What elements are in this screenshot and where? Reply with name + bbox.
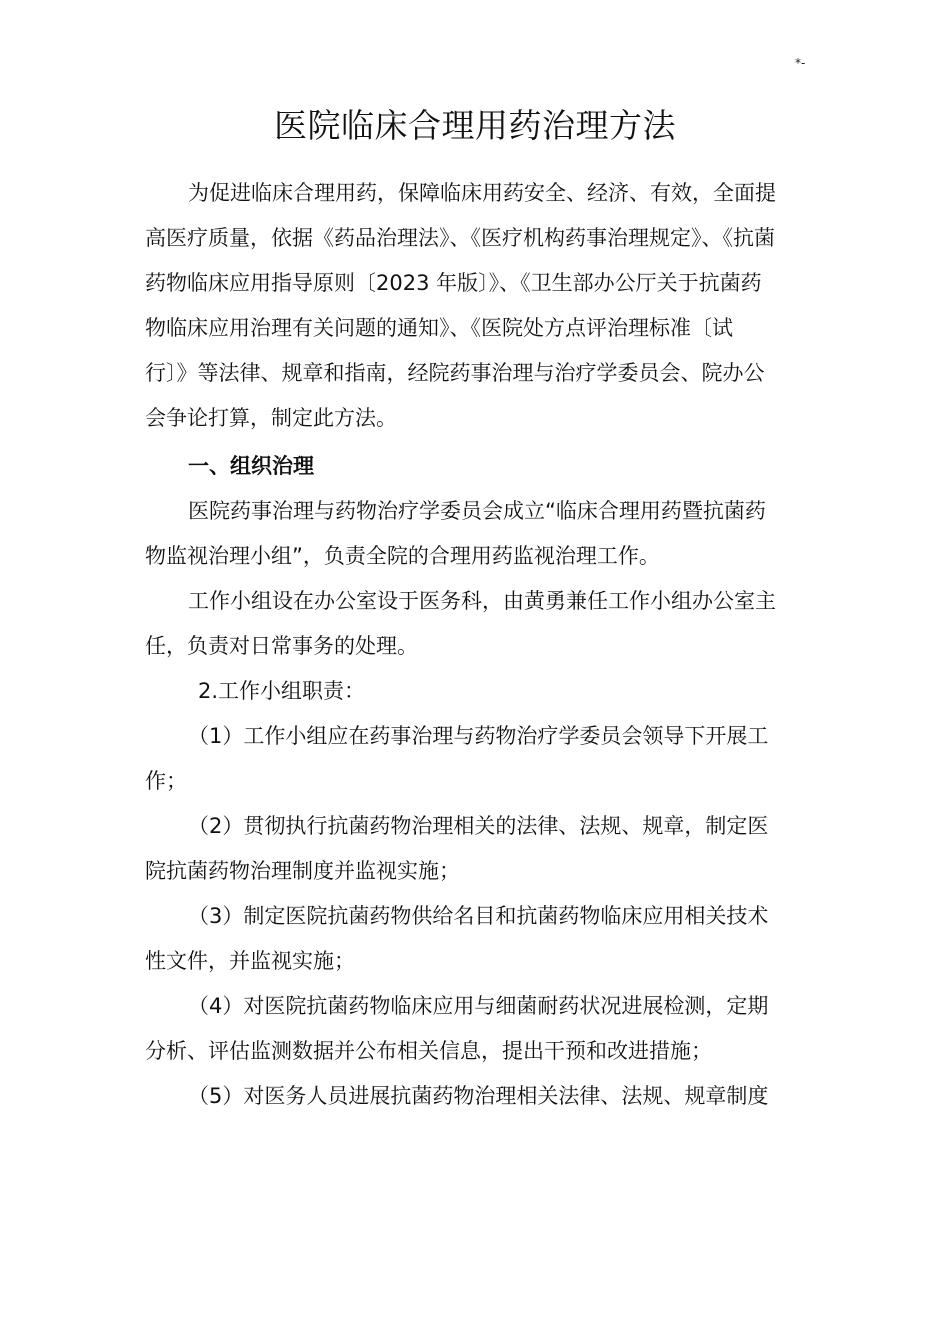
duty3-line-2: 性文件，并监视实施； — [145, 949, 355, 973]
duty3-line-1: （3）制定医院抗菌药物供给名目和抗菌药物临床应用相关技术 — [188, 904, 769, 928]
para2-line-2: 任，负责对日常事务的处理。 — [145, 634, 418, 658]
duty1-line-2: 作； — [145, 769, 187, 793]
section-heading-organization: 一、组织治理 — [188, 454, 314, 478]
duties-heading: 2.工作小组职责： — [198, 679, 366, 703]
duty1-line-1: （1）工作小组应在药事治理与药物治疗学委员会领导下开展工 — [188, 724, 769, 748]
duty4-line-2: 分析、评估监测数据并公布相关信息，提出干预和改进措施； — [145, 1039, 712, 1063]
page-mark: *- — [795, 56, 806, 70]
intro-line-3: 药物临床应用指导原则〔2023 年版〕》、《卫生部办公厅关于抗菌药 — [145, 271, 762, 295]
intro-line-4: 物临床应用治理有关问题的通知》、《医院处方点评治理标准〔试 — [145, 316, 733, 340]
duty4-line-1: （4）对医院抗菌药物临床应用与细菌耐药状况进展检测，定期 — [188, 994, 769, 1018]
intro-line-5: 行〕》等法律、规章和指南，经院药事治理与治疗学委员会、院办公 — [145, 361, 765, 385]
para2-line-1: 工作小组设在办公室设于医务科，由黄勇兼任工作小组办公室主 — [188, 589, 776, 613]
duty2-line-1: （2）贯彻执行抗菌药物治理相关的法律、法规、规章，制定医 — [188, 814, 769, 838]
para1-line-1: 医院药事治理与药物治疗学委员会成立“临床合理用药暨抗菌药 — [188, 499, 766, 523]
duty5-line-1: （5）对医务人员进展抗菌药物治理相关法律、法规、规章制度 — [188, 1084, 769, 1108]
duty2-line-2: 院抗菌药物治理制度并监视实施； — [145, 859, 460, 883]
document-title: 医院临床合理用药治理方法 — [274, 106, 676, 145]
intro-line-1: 为促进临床合理用药，保障临床用药安全、经济、有效，全面提 — [188, 181, 776, 205]
intro-line-2: 高医疗质量，依据《药品治理法》、《医疗机构药事治理规定》、《抗菌 — [145, 226, 775, 250]
intro-line-6: 会争论打算，制定此方法。 — [145, 406, 397, 430]
para1-line-2: 物监视治理小组”，负责全院的合理用药监视治理工作。 — [145, 544, 660, 568]
